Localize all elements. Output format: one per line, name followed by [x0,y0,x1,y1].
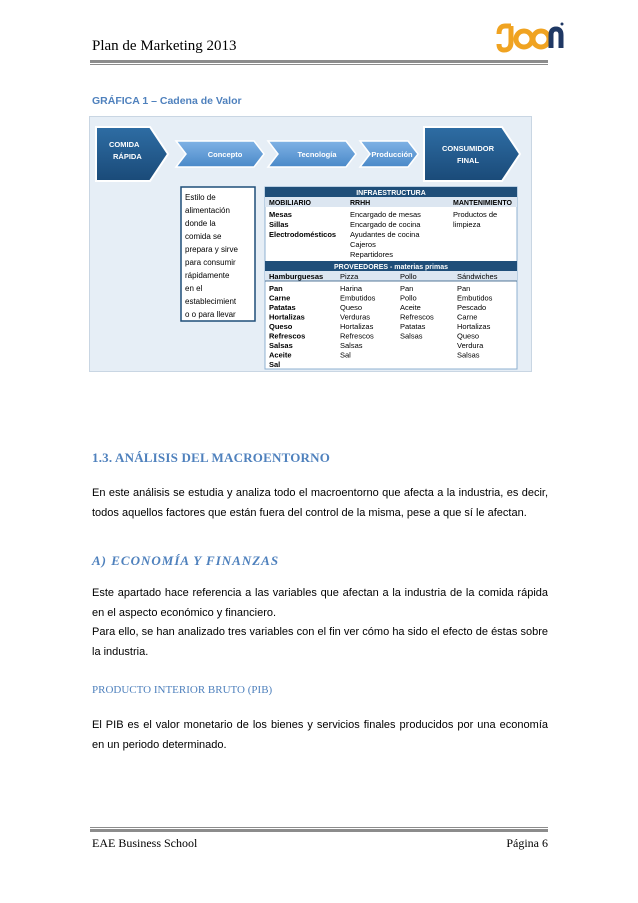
infra-rrhh-item: Encargado de cocina [350,220,421,229]
hamburguesas-item: Carne [269,293,291,303]
pib-paragraph: El PIB es el valor monetario de los bienes y servicios finales producidos por una economía en un periodo determinado. [92,719,548,751]
pollo-item: Aceite [400,303,421,312]
subsection-paragraph-2: Para ello, se han analizado tres variables con el fin ver cómo ha sido el efecto de éstas sobre la industria. [92,626,548,658]
concept-line: alimentación [185,206,230,215]
joom-logo [496,20,564,54]
pizza-item: Embutidos [340,293,376,303]
hamburguesas-item: Hortalizas [269,312,305,322]
footer-page-number: Página 6 [506,836,548,850]
sandwiches-item: Pescado [457,303,487,312]
hamburguesas-item: Salsas [269,341,293,350]
figure-caption: GRÁFICA 1 – Cadena de Valor [92,95,242,107]
pizza-item: Refrescos [340,331,374,341]
infra-mobiliario-item: Electrodomésticos [269,230,337,239]
value-chain-diagram [90,117,531,371]
hamburguesas-item: Queso [269,322,293,331]
infra-rrhh-item: Ayudantes de cocina [350,230,420,239]
chain-end-line-2: FINAL [456,156,480,165]
chain-start-line-2: RÁPIDA [113,152,142,161]
concept-line: prepara y sirve [185,245,238,254]
infra-header-mantenimiento: MANTENIMIENTO [453,200,512,207]
pizza-item: Harina [340,284,363,293]
infra-header-rrhh: RRHH [350,200,371,207]
pizza-item: Hortalizas [340,322,374,331]
pizza-item: Verduras [340,312,371,322]
subsection-title: A) ECONOMÍA Y FINANZAS [92,553,280,568]
hamburguesas-item: Refrescos [269,331,306,341]
chain-end-shape [424,127,520,181]
proveedores-header-pizza: Pizza [340,272,359,281]
pollo-item: Salsas [400,331,423,341]
chain-step-concepto-label: Concepto [207,150,243,159]
hamburguesas-item: Pan [269,284,283,293]
page-header-title: Plan de Marketing 2013 [92,38,237,54]
chain-end-line-1: CONSUMIDOR [441,144,495,153]
concept-line: comida se [185,232,222,241]
pib-heading: PRODUCTO INTERIOR BRUTO (PIB) [92,684,273,696]
concept-line: rápidamente [185,271,230,280]
infra-rrhh-item: Encargado de mesas [350,210,421,219]
chain-start-line-1: COMIDA [109,140,140,149]
hamburguesas-item: Aceite [269,350,292,360]
proveedores-header-sandwiches: Sándwiches [457,272,498,281]
infra-mantenimiento-item: Productos de [453,210,498,219]
pollo-item: Pollo [400,293,417,303]
sandwiches-item: Verdura [457,341,484,350]
concept-line: en el [185,284,203,293]
sandwiches-item: Queso [457,331,480,341]
footer-school: EAE Business School [92,836,198,850]
concept-line: establecimient [185,297,237,306]
chain-step-tecnologia-label: Tecnología [297,150,337,159]
hamburguesas-item: Sal [269,360,281,369]
pollo-item: Refrescos [400,312,434,322]
subsection-paragraph-1: Este apartado hace referencia a las variables que afectan a la industria de la comida rápida en el aspecto económico y financiero. [92,587,548,619]
sandwiches-item: Pan [457,284,471,293]
proveedores-header-hamburguesas: Hamburguesas [269,272,324,281]
footer-rule [90,827,548,832]
section-title: 1.3. ANÁLISIS DEL MACROENTORNO [92,450,331,465]
infra-mobiliario-item: Sillas [269,220,289,229]
infra-header-mobiliario: MOBILIARIO [269,200,311,207]
infra-title: INFRAESTRUCTURA [356,190,426,197]
value-chain-figure [89,116,532,372]
concept-line: para consumir [185,258,236,267]
concept-line: donde la [185,219,216,228]
infra-rrhh-item: Cajeros [350,240,376,249]
sandwiches-item: Hortalizas [457,322,491,331]
header-rule [90,60,548,65]
pizza-item: Queso [340,303,363,312]
concept-line: Estilo de [185,193,216,202]
pizza-item: Salsas [340,341,363,350]
concept-line: o o para llevar [185,310,236,319]
infra-mobiliario-item: Mesas [269,210,292,219]
chain-step-produccion-label: Producción [371,150,413,159]
hamburguesas-item: Patatas [269,303,296,312]
pizza-item: Sal [340,350,351,360]
sandwiches-item: Embutidos [457,293,493,303]
pollo-item: Pan [400,284,414,293]
sandwiches-item: Carne [457,312,478,322]
section-intro-paragraph: En este análisis se estudia y analiza todo el macroentorno que afecta a la industria, es decir, todos aquellos factores que están fuera del control de la misma, pese a que sí le afectan. [92,487,548,519]
pollo-item: Patatas [400,322,426,331]
proveedores-title: PROVEEDORES - materias primas [334,264,448,271]
sandwiches-item: Salsas [457,350,480,360]
infra-rrhh-item: Repartidores [350,250,393,259]
infra-mantenimiento-item: limpieza [453,220,481,229]
proveedores-header-pollo: Pollo [400,272,417,281]
